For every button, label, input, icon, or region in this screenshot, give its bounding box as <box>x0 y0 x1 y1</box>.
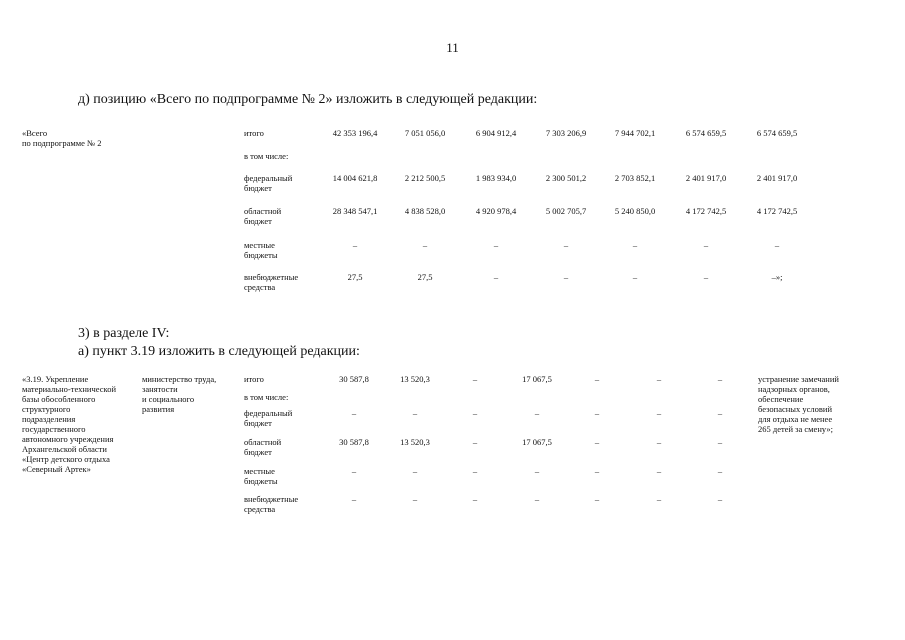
table1-value-cell: 7 303 206,9 <box>545 128 587 138</box>
table2-row-label: местные бюджеты <box>244 466 278 486</box>
table2-item-name: «3.19. Укрепление материально-технической базы обособленного структурного подразделения государственного автономного учреждения Архангельской области «Центр детского отдыха «Северный Артек» <box>22 374 117 474</box>
table1-value-cell: –»; <box>771 272 783 282</box>
table2-row-label: итого <box>244 374 264 384</box>
table2-value-cell: – <box>594 437 600 447</box>
table1-value-cell: – <box>493 272 499 282</box>
table2-value-cell: – <box>472 494 478 504</box>
table2-value-cell: – <box>656 494 662 504</box>
table1-row-label: в том числе: <box>244 151 289 161</box>
table2-value-cell: – <box>351 408 357 418</box>
table1-value-cell: 6 574 659,5 <box>685 128 727 138</box>
table1-value-cell: 2 212 500,5 <box>404 173 446 183</box>
table2-row-label: в том числе: <box>244 392 289 402</box>
table1-value-cell: 4 838 528,0 <box>404 206 446 216</box>
table1-value-cell: – <box>774 240 780 250</box>
table2-value-cell: – <box>472 408 478 418</box>
table1-value-cell: 14 004 621,8 <box>332 173 378 183</box>
table1-value-cell: 5 002 705,7 <box>545 206 587 216</box>
table1-row-label: местные бюджеты <box>244 240 278 260</box>
table1-value-cell: 1 983 934,0 <box>475 173 517 183</box>
table2-value-cell: – <box>472 374 478 384</box>
table1-row-label: внебюджетные средства <box>244 272 299 292</box>
table1-value-cell: – <box>632 240 638 250</box>
table1-value-cell: – <box>422 240 428 250</box>
heading-d: д) позицию «Всего по подпрограмме № 2» изложить в следующей редакции: <box>78 92 538 107</box>
table1-value-cell: 27,5 <box>347 272 363 282</box>
table1-value-cell: 28 348 547,1 <box>332 206 378 216</box>
table1-value-cell: – <box>493 240 499 250</box>
table2-value-cell: – <box>594 494 600 504</box>
table1-value-cell: – <box>703 240 709 250</box>
table1-value-cell: 27,5 <box>417 272 433 282</box>
table1-value-cell: 4 920 978,4 <box>475 206 517 216</box>
table2-row-label: областной бюджет <box>244 437 282 457</box>
heading-section-iv: 3) в разделе IV: <box>78 326 170 341</box>
table2-row-label: федеральный бюджет <box>244 408 293 428</box>
table2-value-cell: – <box>656 408 662 418</box>
table1-value-cell: 2 703 852,1 <box>614 173 656 183</box>
table2-value-cell: 30 587,8 <box>339 374 369 384</box>
page-number: 11 <box>446 40 459 55</box>
table2-result: устранение замечаний надзорных органов, обеспечение безопасных условий для отдыха не менее 265 детей за смену»; <box>758 374 839 434</box>
table2-value-cell: – <box>717 494 723 504</box>
table2-value-cell: – <box>534 466 540 476</box>
table1-value-cell: – <box>352 240 358 250</box>
table1-row-label: областной бюджет <box>244 206 282 226</box>
table2-value-cell: – <box>351 466 357 476</box>
table1-value-cell: 2 401 917,0 <box>685 173 727 183</box>
table2-value-cell: – <box>534 494 540 504</box>
table2-value-cell: – <box>472 466 478 476</box>
table1-value-cell: 7 051 056,0 <box>404 128 446 138</box>
table2-executor: министерство труда, занятости и социального развития <box>142 374 217 414</box>
table1-row-label: итого <box>244 128 264 138</box>
table1-value-cell: 7 944 702,1 <box>614 128 656 138</box>
table2-value-cell: – <box>472 437 478 447</box>
table1-value-cell: 6 574 659,5 <box>756 128 798 138</box>
table2-value-cell: – <box>412 466 418 476</box>
table2-value-cell: 30 587,8 <box>339 437 369 447</box>
table2-value-cell: 17 067,5 <box>522 437 552 447</box>
table1-title: «Всего по подпрограмме № 2 <box>22 128 102 148</box>
table2-value-cell: 13 520,3 <box>400 374 430 384</box>
table2-value-cell: – <box>717 408 723 418</box>
table1-value-cell: 6 904 912,4 <box>475 128 517 138</box>
table1-value-cell: – <box>563 240 569 250</box>
table2-value-cell: – <box>717 374 723 384</box>
table2-value-cell: – <box>594 466 600 476</box>
table1-value-cell: – <box>703 272 709 282</box>
table1-value-cell: – <box>632 272 638 282</box>
heading-item-3-19: а) пункт 3.19 изложить в следующей редакции: <box>78 344 360 359</box>
table2-value-cell: – <box>412 408 418 418</box>
table2-value-cell: – <box>656 466 662 476</box>
table2-value-cell: 17 067,5 <box>522 374 552 384</box>
table2-value-cell: – <box>594 374 600 384</box>
table2-value-cell: – <box>656 437 662 447</box>
table2-value-cell: 13 520,3 <box>400 437 430 447</box>
table2-value-cell: – <box>656 374 662 384</box>
table1-row-label: федеральный бюджет <box>244 173 293 193</box>
table1-value-cell: 2 401 917,0 <box>756 173 798 183</box>
table1-value-cell: – <box>563 272 569 282</box>
table1-value-cell: 2 300 501,2 <box>545 173 587 183</box>
table2-value-cell: – <box>594 408 600 418</box>
table1-value-cell: 4 172 742,5 <box>685 206 727 216</box>
table2-value-cell: – <box>717 466 723 476</box>
table2-value-cell: – <box>412 494 418 504</box>
table1-value-cell: 4 172 742,5 <box>756 206 798 216</box>
table2-value-cell: – <box>351 494 357 504</box>
table1-value-cell: 42 353 196,4 <box>332 128 378 138</box>
table2-row-label: внебюджетные средства <box>244 494 299 514</box>
table2-value-cell: – <box>534 408 540 418</box>
table1-value-cell: 5 240 850,0 <box>614 206 656 216</box>
table2-value-cell: – <box>717 437 723 447</box>
